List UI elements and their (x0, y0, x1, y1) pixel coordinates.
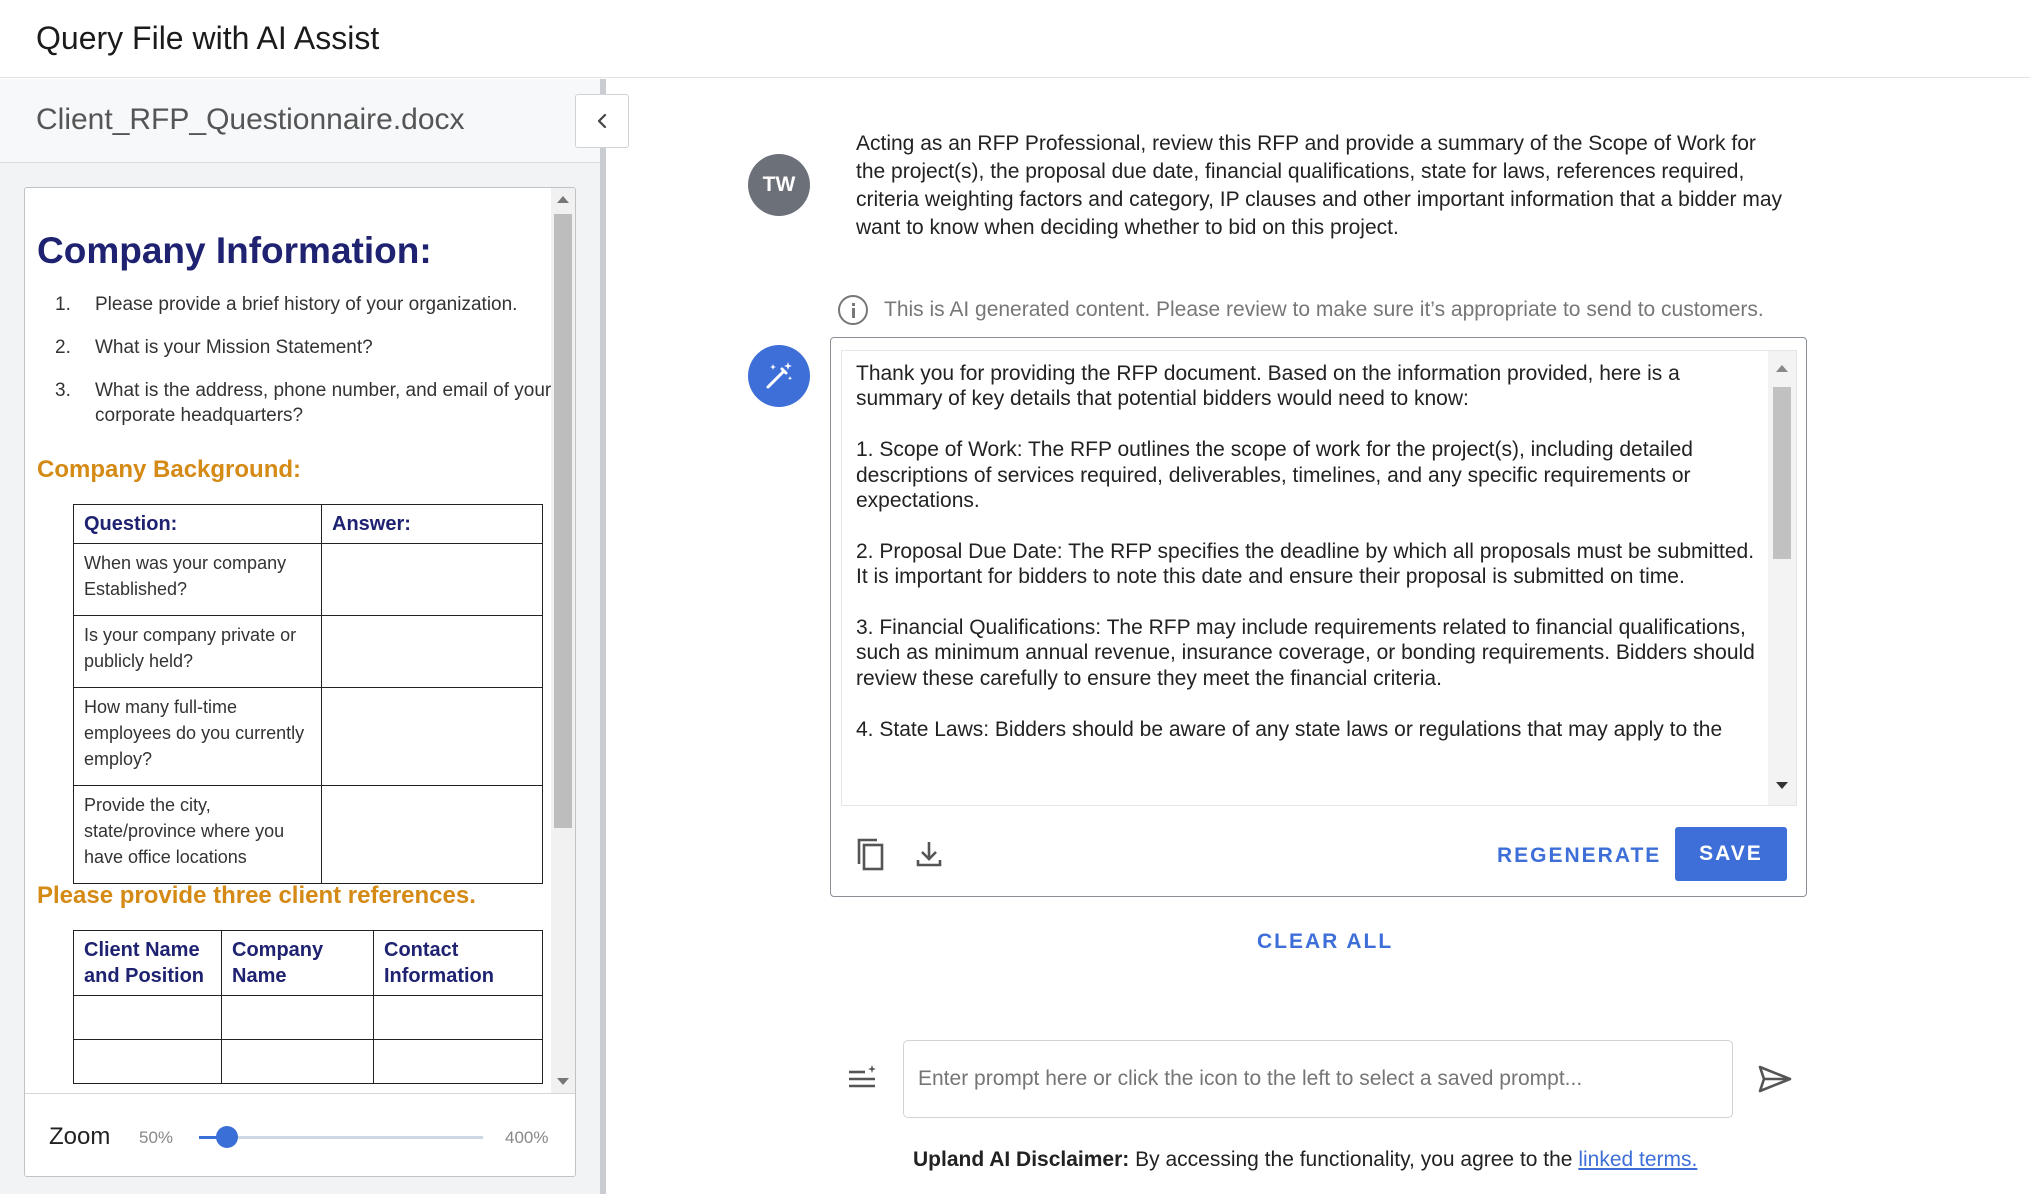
app-header (0, 0, 2030, 78)
client-references-table (73, 930, 543, 1084)
regenerate-button[interactable]: REGENERATE (1497, 844, 1662, 867)
list-item: 2. What is your Mission Statement? (55, 337, 373, 358)
zoom-slider-track[interactable] (199, 1136, 483, 1139)
table-header-row: Client Name and Position Company Name Contact Information (74, 931, 543, 996)
send-button[interactable] (1755, 1059, 1795, 1099)
doc-heading: Company Information: (37, 230, 432, 271)
scroll-up-arrow-icon[interactable] (1776, 365, 1788, 372)
table-header-row: Question: Answer: (74, 505, 543, 544)
response-paragraph: 4. State Laws: Bidders should be aware of any state laws or regulations that may apply to the (856, 717, 1723, 741)
scrollbar-thumb[interactable] (1773, 387, 1791, 559)
scroll-up-arrow-icon[interactable] (557, 196, 569, 203)
doc-section-heading: Company Background: (37, 456, 302, 483)
send-icon (1755, 1059, 1795, 1099)
doc-section-heading: Please provide three client references. (37, 882, 476, 909)
scroll-down-arrow-icon[interactable] (1776, 782, 1788, 789)
clear-all-button[interactable]: CLEAR ALL (1257, 930, 1394, 953)
doc-question-list (55, 292, 551, 446)
chevron-left-icon (593, 112, 611, 130)
zoom-min-label: 50% (139, 1128, 174, 1147)
response-paragraph: 1. Scope of Work: The RFP outlines the scope of work for the project(s), including detailed descriptions of services required, deliverables, timelines, and any specific requirements or expectations. (856, 438, 1693, 513)
ai-disclaimer (913, 1148, 1697, 1172)
disclaimer-text: By accessing the functionality, you agree to the (1129, 1148, 1579, 1171)
ai-response-textarea[interactable] (841, 350, 1797, 806)
company-background-table (73, 504, 543, 884)
saved-prompts-icon (843, 1058, 883, 1098)
response-paragraph: Thank you for providing the RFP document. Based on the information provided, here is a summary of key details that potential bidders would need to know: (856, 362, 1680, 411)
copy-icon (851, 834, 891, 874)
app-title: Query File with AI Assist (36, 20, 380, 56)
list-item: 1. Please provide a brief history of your organization. (55, 294, 518, 315)
response-paragraph: 3. Financial Qualifications: The RFP may include requirements related to financial qualifications, such as minimum annual revenue, insurance coverage, or bonding requirements. Bidders should review these carefully to ensure they meet the financial criteria. (856, 616, 1755, 690)
zoom-label: Zoom (49, 1123, 111, 1150)
scrollbar-thumb[interactable] (554, 214, 572, 828)
disclaimer-title: Upland AI Disclaimer: (913, 1148, 1130, 1171)
response-scrollbar[interactable] (1768, 351, 1796, 806)
table-row: How many full-time employees do you currently employ? (74, 688, 543, 786)
table-row (74, 996, 543, 1040)
download-icon (909, 834, 949, 874)
terms-link[interactable]: linked terms. (1578, 1148, 1698, 1171)
save-button[interactable]: SAVE (1675, 827, 1787, 881)
scroll-down-arrow-icon[interactable] (557, 1078, 569, 1085)
user-prompt-message: Acting as an RFP Professional, review this RFP and provide a summary of the Scope of Work for the project(s), the proposal due date, financial qualifications, state for laws, references required, criteria weighting factors and category, IP clauses and other important information that a bidder may want to know when deciding whether to bid on this project. (856, 132, 1783, 239)
ai-avatar (748, 345, 810, 407)
zoom-max-label: 400% (505, 1128, 549, 1147)
document-preview (24, 187, 576, 1177)
table-row: Provide the city, state/province where you have office locations (74, 786, 543, 884)
info-icon (838, 295, 868, 325)
download-button[interactable] (909, 834, 949, 874)
collapse-panel-button[interactable] (575, 94, 629, 148)
user-avatar: TW (748, 154, 810, 216)
ai-notice-text: This is AI generated content. Please review to make sure it’s appropriate to send to customers. (884, 298, 1764, 321)
document-scrollbar[interactable] (551, 188, 575, 1093)
ai-response-text (856, 361, 1766, 767)
zoom-control (25, 1093, 576, 1177)
prompt-input[interactable] (903, 1040, 1733, 1118)
document-page[interactable] (25, 188, 551, 1093)
panel-divider[interactable] (600, 79, 606, 1194)
list-item: 3. What is the address, phone number, and email of your corporate headquarters? (55, 380, 551, 426)
magic-wand-icon (761, 358, 797, 394)
document-panel-header (0, 79, 600, 163)
ai-response-card (830, 337, 1807, 897)
document-panel (0, 79, 600, 1194)
response-paragraph: 2. Proposal Due Date: The RFP specifies the deadline by which all proposals must be submitted. It is important for bidders to note this date and ensure their proposal is submitted on time. (856, 539, 1755, 589)
table-row: When was your company Established? (74, 544, 543, 616)
file-name: Client_RFP_Questionnaire.docx (36, 103, 465, 136)
ai-content-notice (838, 295, 1764, 325)
table-row (74, 1040, 543, 1084)
table-row: Is your company private or publicly held? (74, 616, 543, 688)
saved-prompts-button[interactable] (843, 1058, 883, 1098)
copy-button[interactable] (851, 834, 891, 874)
zoom-slider-handle[interactable] (216, 1126, 238, 1148)
